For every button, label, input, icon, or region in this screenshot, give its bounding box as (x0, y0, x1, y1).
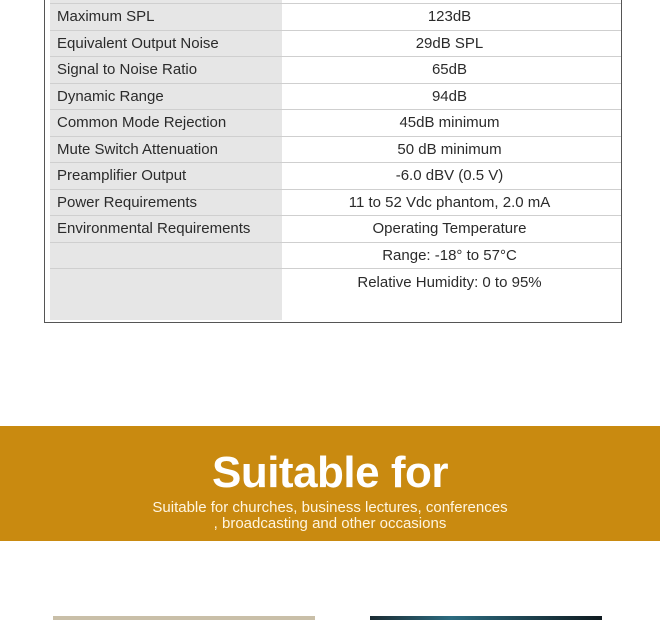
banner-title: Suitable for (211, 448, 449, 497)
spec-label: Signal to Noise Ratio (57, 61, 198, 79)
spec-label: Power Requirements (57, 193, 198, 211)
table-row (50, 4, 622, 31)
spec-label: Common Mode Rejection (57, 114, 227, 132)
table-row (50, 269, 622, 296)
suitable-for-banner (0, 426, 660, 541)
spec-label: Equivalent Output Noise (57, 34, 219, 52)
banner-subtitle-line: Suitable for churches, business lectures, conferences (152, 499, 508, 516)
spec-value: Relative Humidity: 0 to 95% (357, 273, 542, 291)
specifications-table (44, 0, 622, 323)
table-row (50, 110, 622, 137)
spec-value: 29dB SPL (415, 34, 484, 52)
spec-label: Environmental Requirements (57, 220, 251, 238)
spec-value: Range: -18° to 57°C (382, 246, 517, 264)
spec-value: 45dB minimum (399, 114, 500, 132)
spec-value: 94dB (431, 87, 468, 105)
table-row (50, 216, 622, 243)
table-row (50, 190, 622, 217)
spec-value: -6.0 dBV (0.5 V) (395, 167, 504, 185)
spec-value: 50 dB minimum (397, 140, 502, 158)
table-row (50, 84, 622, 111)
spec-label: Preamplifier Output (57, 167, 187, 185)
banner-subtitle (0, 500, 660, 532)
spec-label: Maximum SPL (57, 8, 155, 26)
spec-value: 123dB (427, 8, 472, 26)
conference-photo (370, 616, 602, 620)
table-row (50, 243, 622, 270)
table-row (50, 57, 622, 84)
spec-value: Operating Temperature (372, 220, 527, 238)
spec-label: Mute Switch Attenuation (57, 140, 218, 158)
table-row (50, 163, 622, 190)
table-row (50, 31, 622, 58)
church-photo (53, 616, 315, 620)
spec-value: 11 to 52 Vdc phantom, 2.0 mA (348, 193, 551, 211)
table-row (50, 137, 622, 164)
spec-value: 65dB (431, 61, 468, 79)
spec-label: Dynamic Range (57, 87, 164, 105)
banner-subtitle-line: , broadcasting and other occasions (213, 515, 447, 532)
